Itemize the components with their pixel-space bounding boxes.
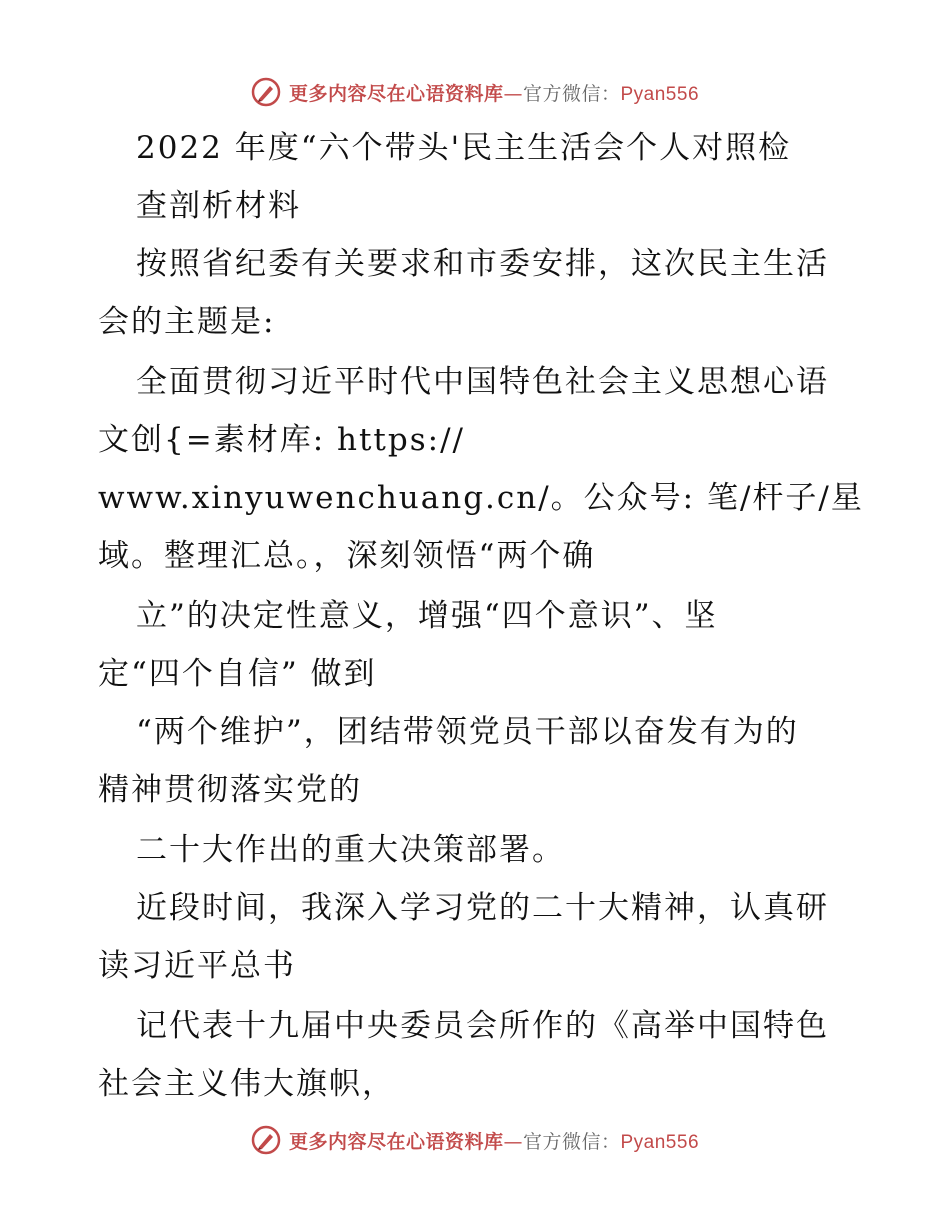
doc-line-15: 读习近平总书: [98, 948, 296, 984]
doc-title-line-2: 查剖析材料: [136, 188, 301, 224]
doc-line-7: www.xinyuwenchuang.cn/。公众号: 笔/杆子/星: [98, 480, 864, 516]
watermark-dash: —: [503, 82, 523, 105]
watermark-footer: [0, 1120, 950, 1160]
doc-line-11: “两个维护”，团结带领党员干部以奋发有为的: [136, 714, 799, 750]
doc-line-14: 近段时间，我深入学习党的二十大精神，认真研: [136, 890, 829, 926]
doc-line-4: 会的主题是:: [98, 304, 276, 340]
doc-line-16: 记代表十九届中央委员会所作的《高举中国特色: [136, 1008, 829, 1044]
watermark-text: [289, 79, 699, 106]
doc-line-17: 社会主义伟大旗帜，: [98, 1066, 395, 1102]
watermark-label: 官方微信：: [522, 82, 621, 105]
watermark-wechat-id: Pyan556: [620, 83, 700, 105]
watermark-brand: 更多内容尽在心语资料库: [288, 1130, 504, 1153]
watermark-dash: —: [503, 1130, 523, 1153]
pen-logo-icon: [251, 77, 281, 107]
doc-line-6: 文创{=素材库: https://: [98, 422, 465, 458]
watermark-text: [289, 1127, 699, 1154]
doc-title-line-1: 2022 年度“六个带头'民主生活会个人对照检: [136, 130, 792, 166]
watermark-label: 官方微信：: [522, 1130, 621, 1153]
pen-logo-icon: [251, 1125, 281, 1155]
doc-line-13: 二十大作出的重大决策部署。: [136, 832, 565, 868]
watermark-brand: 更多内容尽在心语资料库: [288, 82, 504, 105]
doc-line-8: 域。整理汇总。，深刻领悟“两个确: [98, 538, 596, 574]
doc-line-3: 按照省纪委有关要求和市委安排，这次民主生活: [136, 246, 829, 282]
doc-line-5: 全面贯彻习近平时代中国特色社会主义思想心语: [136, 364, 829, 400]
watermark-header: [0, 72, 950, 112]
doc-line-9: 立”的决定性意义，增强“四个意识”、坚: [136, 598, 718, 634]
doc-line-10: 定“四个自信” 做到: [98, 656, 377, 692]
watermark-wechat-id: Pyan556: [620, 1131, 700, 1153]
doc-line-12: 精神贯彻落实党的: [98, 772, 362, 808]
